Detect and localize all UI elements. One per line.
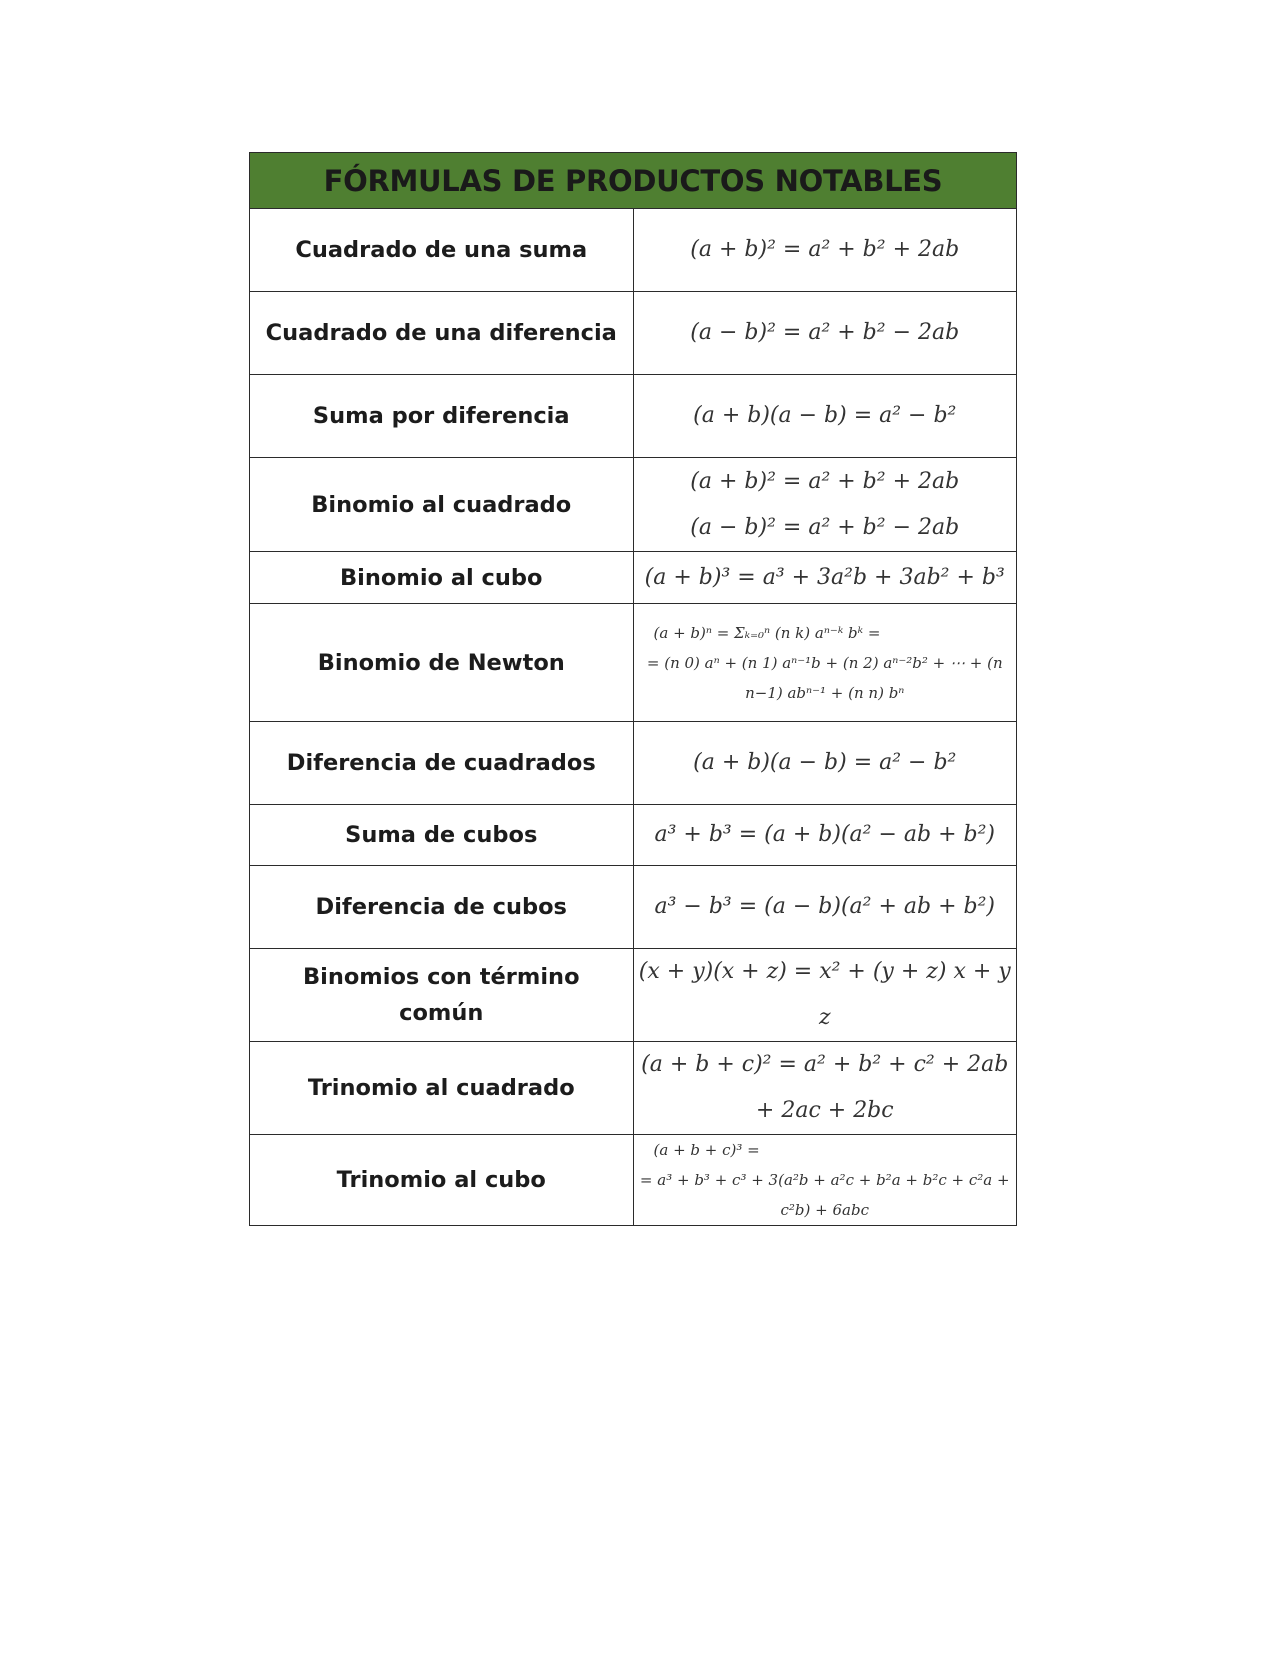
title-row <box>250 153 1017 209</box>
row-name: Cuadrado de una suma <box>250 209 634 292</box>
formula-cell <box>633 292 1017 375</box>
formula: = a³ + b³ + c³ + 3(a²b + a²c + b²a + b²c + c²a + c²b) + 6abc <box>639 1171 1010 1219</box>
formula-cell <box>633 552 1017 604</box>
table-title: FÓRMULAS DE PRODUCTOS NOTABLES <box>250 153 1017 209</box>
table-row <box>250 722 1017 805</box>
formula-cell <box>633 722 1017 805</box>
formula-cell <box>633 375 1017 458</box>
row-name: Suma de cubos <box>250 805 634 866</box>
formula-cell <box>633 949 1017 1042</box>
table-row <box>250 375 1017 458</box>
row-name: Binomio al cubo <box>250 552 634 604</box>
row-name: Binomios con término común <box>250 949 634 1042</box>
formula-cell <box>633 866 1017 949</box>
row-name: Diferencia de cubos <box>250 866 634 949</box>
formula: (a − b)² = a² + b² − 2ab <box>690 320 960 345</box>
table-row <box>250 209 1017 292</box>
formula-sheet <box>249 152 1017 1226</box>
table-row <box>250 1042 1017 1135</box>
formula-cell <box>633 1042 1017 1135</box>
table-row <box>250 458 1017 552</box>
formula: (a + b + c)³ = <box>653 1141 760 1159</box>
table-row <box>250 1135 1017 1226</box>
row-name: Cuadrado de una diferencia <box>250 292 634 375</box>
table-row <box>250 604 1017 722</box>
formula-cell <box>633 805 1017 866</box>
formula: = (n 0) aⁿ + (n 1) aⁿ⁻¹b + (n 2) aⁿ⁻²b² + ⋯ + (n n−1) abⁿ⁻¹ + (n n) bⁿ <box>646 653 1003 702</box>
formula: (a + b + c)² = a² + b² + c² + 2ab + 2ac + 2bc <box>641 1052 1009 1123</box>
formula-cell <box>633 604 1017 722</box>
formula: a³ − b³ = (a − b)(a² + ab + b²) <box>654 894 995 919</box>
row-name: Trinomio al cubo <box>250 1135 634 1226</box>
row-name: Suma por diferencia <box>250 375 634 458</box>
table-row <box>250 552 1017 604</box>
formula: (a + b)ⁿ = Σₖ₌₀ⁿ (n k) aⁿ⁻ᵏ bᵏ = <box>653 623 881 642</box>
formula: (a + b)² = a² + b² + 2ab <box>690 468 960 494</box>
table-row <box>250 866 1017 949</box>
formula: (a + b)³ = a³ + 3a²b + 3ab² + b³ <box>644 564 1005 590</box>
formula: a³ + b³ = (a + b)(a² − ab + b²) <box>654 822 995 847</box>
formula: (a + b)² = a² + b² + 2ab <box>690 237 960 262</box>
formula: (x + y)(x + z) = x² + (y + z) x + y z <box>638 959 1011 1030</box>
formula-cell <box>633 209 1017 292</box>
row-name: Diferencia de cuadrados <box>250 722 634 805</box>
formula: (a − b)² = a² + b² − 2ab <box>690 514 960 540</box>
formula-table <box>249 152 1017 1226</box>
row-name: Trinomio al cuadrado <box>250 1042 634 1135</box>
formula: (a + b)(a − b) = a² − b² <box>693 750 957 775</box>
formula-cell <box>633 1135 1017 1226</box>
table-row <box>250 949 1017 1042</box>
table-row <box>250 805 1017 866</box>
row-name: Binomio al cuadrado <box>250 458 634 552</box>
row-name: Binomio de Newton <box>250 604 634 722</box>
formula-cell <box>633 458 1017 552</box>
formula: (a + b)(a − b) = a² − b² <box>693 403 957 428</box>
table-row <box>250 292 1017 375</box>
